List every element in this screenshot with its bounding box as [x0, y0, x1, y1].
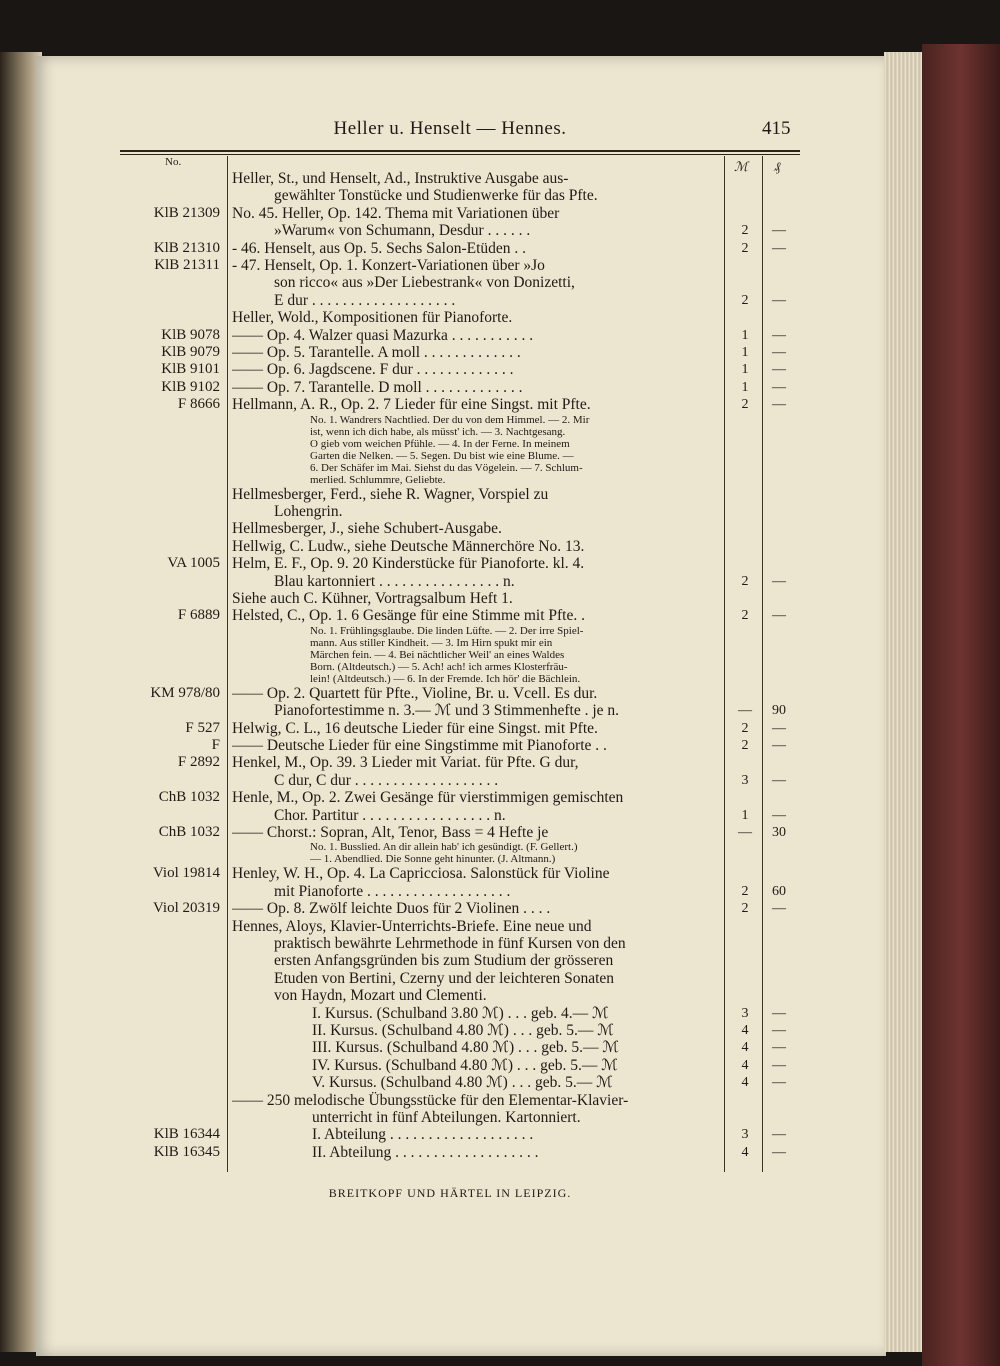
column-divider-mark [724, 156, 725, 1172]
book-cover-edge [922, 44, 1000, 1366]
catalog-line: C dur, C dur . . . . . . . . . . . . . . . . . . . [274, 771, 499, 789]
price-mark: — [738, 825, 752, 840]
catalog-line: II. Abteilung . . . . . . . . . . . . . . . . . . . [312, 1143, 539, 1161]
price-mark: 2 [741, 608, 749, 624]
price-mark: 2 [741, 292, 749, 308]
header-rule [120, 150, 800, 152]
entry-contents-line: Garten die Nelken. — 5. Segen. Du bist wie eine Blume. — [310, 449, 574, 462]
catalog-line: ersten Anfangsgründen bis zum Studium der grösseren [274, 952, 614, 970]
catalog-line: —— Chorst.: Sopran, Alt, Tenor, Bass = 4 Hefte je [232, 824, 549, 841]
catalog-number: KlB 9079 [161, 344, 220, 360]
column-divider-pf [762, 156, 763, 1172]
price-pfennig: — [772, 1005, 786, 1021]
entry-contents-line: 6. Der Schäfer im Mai. Siehst du das Vögelein. — 7. Schlum- [310, 461, 583, 474]
publisher-footer: BREITKOPF UND HÄRTEL IN LEIPZIG. [328, 1186, 572, 1200]
entry-contents-line: lein! (Altdeutsch.) — 6. In der Fremde. Ich hör' die Bächlein. [310, 672, 581, 685]
catalog-line: II. Kursus. (Schulband 4.80 ℳ) . . . geb. 5.— ℳ [312, 1022, 614, 1039]
catalog-line: Hellmesberger, Ferd., siehe R. Wagner, Vorspiel zu [232, 485, 549, 503]
catalog-line: Hellwig, C. Ludw., siehe Deutsche Männerchöre No. 13. [232, 537, 585, 555]
price-pfennig: — [772, 1057, 786, 1073]
price-mark: 2 [741, 573, 749, 589]
catalog-line: Heller, Wold., Kompositionen für Pianoforte. [232, 309, 513, 327]
price-pfennig: — [772, 327, 786, 343]
catalog-number: KlB 16344 [153, 1126, 220, 1143]
price-mark: 3 [741, 772, 749, 788]
entry-contents-line: No. 1. Frühlingsglaube. Die linden Lüfte. — 2. Der irre Spiel- [310, 624, 584, 637]
catalog-line: I. Kursus. (Schulband 3.80 ℳ) . . . geb. 4.— ℳ [312, 1004, 609, 1022]
entry-contents-line: merlied. Schlummre, Geliebte. [310, 473, 446, 486]
price-mark: 2 [741, 223, 749, 239]
catalog-line: Siehe auch C. Kühner, Vortragsalbum Heft 1. [232, 590, 513, 607]
price-pfennig: — [772, 772, 786, 788]
catalog-line: Chor. Partitur . . . . . . . . . . . . . . . . . n. [274, 806, 506, 824]
column-divider-catalog [227, 156, 228, 1172]
header-rule-thin [120, 154, 800, 155]
price-mark: 2 [741, 397, 749, 413]
price-pfennig: — [772, 223, 786, 239]
catalog-number: KlB 9101 [161, 361, 220, 378]
catalog-line: - 46. Henselt, aus Op. 5. Sechs Salon-Etüden . . [232, 239, 527, 257]
catalog-line: Helsted, C., Op. 1. 6 Gesänge für eine Stimme mit Pfte. . [232, 607, 585, 625]
catalog-number: ChB 1032 [158, 824, 220, 840]
price-pfennig: — [772, 1144, 786, 1160]
catalog-line: No. 45. Heller, Op. 142. Thema mit Variationen über [232, 204, 560, 222]
catalog-number: KlB 9102 [161, 378, 220, 395]
catalog-line: Helm, E. F., Op. 9. 20 Kinderstücke für Pianoforte. kl. 4. [232, 555, 585, 573]
catalog-line: mit Pianoforte . . . . . . . . . . . . . . . . . . . [274, 882, 511, 900]
entry-contents-line: Märchen fein. — 4. Bei nächtlicher Weil' an eines Waldes [310, 648, 565, 661]
catalog-line: —— Deutsche Lieder für eine Singstimme mit Pianoforte . . [232, 737, 607, 754]
price-pfennig: — [772, 807, 786, 823]
catalog-number: KM 978/80 [150, 684, 220, 701]
catalog-line: —— 250 melodische Übungsstücke für den Elementar-Klavier- [232, 1091, 629, 1109]
catalog-number: KlB 21309 [153, 204, 220, 221]
catalog-number: ChB 1032 [158, 789, 220, 806]
price-mark: 3 [741, 1005, 749, 1021]
price-pfennig: 90 [772, 703, 786, 719]
price-pfennig: — [772, 345, 786, 360]
catalog-line: unterricht in fünf Abteilungen. Kartonniert. [312, 1109, 581, 1126]
entry-contents-line: ist, wenn ich dich habe, als müsst' ich. — 3. Nachtgesang. [310, 425, 566, 438]
catalog-number: F [211, 737, 220, 753]
catalog-line: Hellmesberger, J., siehe Schubert-Ausgabe. [232, 520, 502, 538]
page-number: 415 [762, 118, 791, 139]
catalog-line: Heller, St., und Henselt, Ad., Instruktive Ausgabe aus- [232, 170, 569, 187]
column-header-number: No. [165, 156, 182, 168]
catalog-line: praktisch bewährte Lehrmethode in fünf Kursen von den [274, 935, 626, 952]
catalog-line: V. Kursus. (Schulband 4.80 ℳ) . . . geb. 5.— ℳ [312, 1074, 613, 1092]
entry-contents-line: mann. Aus stiller Kindheit. — 3. Im Hirn spukt mir ein [310, 636, 553, 649]
entry-contents-line: No. 1. Wandrers Nachtlied. Der du von dem Himmel. — 2. Mir [310, 413, 590, 426]
price-pfennig: — [772, 608, 786, 624]
price-mark: 2 [741, 720, 749, 736]
price-pfennig: 60 [772, 883, 786, 899]
price-pfennig: 30 [772, 825, 786, 840]
catalog-number: KlB 21310 [153, 239, 220, 256]
price-pfennig: — [772, 573, 786, 589]
catalog-number: F 6889 [177, 607, 220, 624]
catalog-line: Etuden von Bertini, Czerny und der leichteren Sonaten [274, 969, 615, 987]
entry-contents-line: No. 1. Busslied. An dir allein hab' ich gesündigt. (F. Gellert.) [310, 841, 578, 854]
catalog-line: IV. Kursus. (Schulband 4.80 ℳ) . . . geb. 5.— ℳ [312, 1056, 618, 1074]
catalog-line: Helwig, C. L., 16 deutsche Lieder für eine Singst. mit Pfte. [232, 719, 598, 737]
catalog-line: Henley, W. H., Op. 4. La Capricciosa. Salonstück für Violine [232, 865, 610, 883]
catalog-line: —— Op. 7. Tarantelle. D moll . . . . . . . . . . . . . [232, 378, 523, 396]
price-pfennig: — [772, 901, 786, 917]
catalog-line: Blau kartonniert . . . . . . . . . . . . . . . . n. [274, 572, 515, 590]
column-header-mark: ℳ [734, 159, 748, 174]
catalog-line: —— Op. 2. Quartett für Pfte., Violine, Br. u. Vcell. Es dur. [232, 684, 598, 702]
price-mark: 2 [741, 901, 749, 917]
price-mark: 2 [741, 240, 749, 256]
price-pfennig: — [772, 397, 786, 413]
price-mark: 3 [741, 1127, 749, 1143]
catalog-line: - 47. Henselt, Op. 1. Konzert-Variationen über »Jo [232, 257, 545, 274]
catalog-line: Hennes, Aloys, Klavier-Unterrichts-Briefe. Eine neue und [232, 917, 592, 935]
price-mark: 4 [741, 1075, 749, 1091]
price-mark: 4 [741, 1057, 749, 1073]
catalog-line: von Haydn, Mozart und Clementi. [274, 987, 487, 1005]
catalog-line: Pianofortestimme n. 3.— ℳ und 3 Stimmenhefte . je n. [274, 702, 620, 720]
price-mark: 2 [741, 738, 749, 753]
catalog-line: Lohengrin. [274, 503, 343, 520]
price-pfennig: — [772, 738, 786, 753]
price-mark: 1 [741, 345, 749, 360]
entry-contents-line: O gieb vom weichen Pfühle. — 4. In der Ferne. In meinem [310, 437, 570, 450]
catalog-line: —— Op. 4. Walzer quasi Mazurka . . . . . . . . . . . [232, 326, 534, 344]
catalog-number: Viol 19814 [152, 865, 220, 882]
price-mark: 1 [741, 807, 749, 823]
catalog-line: —— Op. 8. Zwölf leichte Duos für 2 Violinen . . . . [232, 900, 551, 918]
price-pfennig: — [772, 362, 786, 378]
catalog-line: gewählter Tonstücke und Studienwerke für das Pfte. [274, 187, 598, 205]
price-pfennig: — [772, 240, 786, 256]
catalog-number: F 2892 [177, 754, 220, 771]
price-mark: 1 [741, 379, 749, 395]
catalog-number: F 8666 [177, 396, 220, 413]
catalog-line: —— Op. 6. Jagdscene. F dur . . . . . . . . . . . . . [232, 361, 514, 379]
price-mark: 4 [741, 1040, 749, 1056]
price-mark: 1 [741, 327, 749, 343]
price-mark: 2 [741, 883, 749, 899]
catalog-line: Hellmann, A. R., Op. 2. 7 Lieder für eine Singst. mit Pfte. [232, 396, 591, 414]
catalog-number: F 527 [185, 719, 220, 736]
catalog-line: »Warum« von Schumann, Desdur . . . . . . [274, 222, 531, 240]
price-mark: 1 [741, 362, 749, 378]
price-pfennig: — [772, 1040, 786, 1056]
catalog-number: VA 1005 [167, 555, 220, 572]
price-pfennig: — [772, 1127, 786, 1143]
catalog-line: Henle, M., Op. 2. Zwei Gesänge für vierstimmigen gemischten [232, 789, 624, 807]
price-mark: 4 [741, 1144, 749, 1160]
price-pfennig: — [772, 292, 786, 308]
price-pfennig: — [772, 1075, 786, 1091]
price-pfennig: — [772, 1023, 786, 1038]
price-mark: — [738, 703, 752, 719]
price-mark: 4 [741, 1023, 749, 1038]
catalog-number: KlB 21311 [154, 257, 220, 273]
catalog-line: III. Kursus. (Schulband 4.80 ℳ) . . . geb. 5.— ℳ [312, 1039, 619, 1057]
catalog-number: Viol 20319 [152, 900, 220, 917]
price-pfennig: — [772, 720, 786, 736]
entry-contents-line: — 1. Abendlied. Die Sonne geht hinunter. (J. Altmann.) [310, 853, 556, 866]
column-header-pfennig: ₰ [774, 159, 781, 174]
catalog-number: KlB 16345 [153, 1143, 220, 1160]
catalog-number: KlB 9078 [161, 326, 220, 343]
catalog-line: E dur . . . . . . . . . . . . . . . . . . . [274, 291, 456, 309]
catalog-line: I. Abteilung . . . . . . . . . . . . . . . . . . . [312, 1126, 534, 1144]
page-edges [884, 52, 924, 1352]
running-header: Heller u. Henselt — Hennes. [333, 118, 567, 139]
catalog-line: —— Op. 5. Tarantelle. A moll . . . . . . . . . . . . . [232, 344, 521, 361]
catalog-line: son ricco« aus »Der Liebestrank« von Donizetti, [274, 274, 575, 292]
entry-contents-line: Born. (Altdeutsch.) — 5. Ach! ach! ich armes Klosterfräu- [310, 660, 568, 673]
price-pfennig: — [772, 379, 786, 395]
catalog-line: Henkel, M., Op. 39. 3 Lieder mit Variat. für Pfte. G dur, [232, 754, 579, 772]
